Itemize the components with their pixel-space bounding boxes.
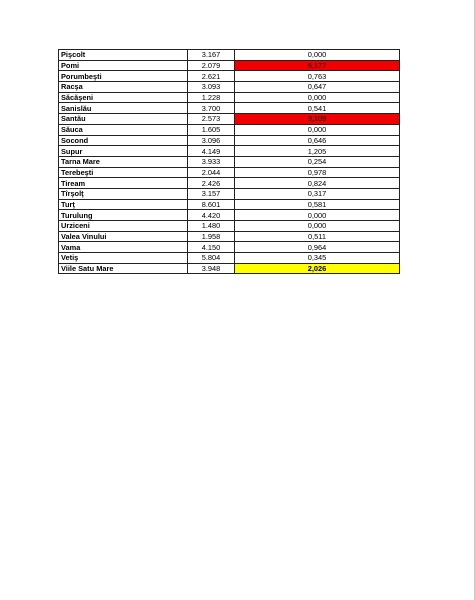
- population-cell: 3.157: [188, 188, 235, 199]
- rate-value-cell: 0,511: [235, 231, 400, 242]
- population-cell: 3.167: [188, 50, 235, 61]
- population-cell: 3.700: [188, 103, 235, 114]
- table-row: [59, 242, 400, 253]
- population-cell: 2.621: [188, 71, 235, 82]
- table-row: [59, 124, 400, 135]
- locality-name-cell: Săcăşeni: [59, 92, 188, 103]
- table-row: [59, 82, 400, 93]
- table-row: [59, 50, 400, 61]
- table-row: [59, 263, 400, 274]
- rate-value-cell: 1,205: [235, 146, 400, 157]
- locality-name-cell: Supur: [59, 146, 188, 157]
- locality-name-cell: Viile Satu Mare: [59, 263, 188, 274]
- table-row: [59, 178, 400, 189]
- rate-value-cell: 0,541: [235, 103, 400, 114]
- locality-name-cell: Socond: [59, 135, 188, 146]
- table-body: [59, 50, 400, 274]
- rate-value-cell: 0,763: [235, 71, 400, 82]
- locality-name-cell: Pişcolt: [59, 50, 188, 61]
- rate-value-cell: 0,000: [235, 50, 400, 61]
- table-row: [59, 167, 400, 178]
- locality-name-cell: Valea Vinului: [59, 231, 188, 242]
- table-row: [59, 92, 400, 103]
- table-row: [59, 114, 400, 125]
- population-cell: 2.573: [188, 114, 235, 125]
- table-row: [59, 188, 400, 199]
- table-row: [59, 210, 400, 221]
- locality-name-cell: Vetiş: [59, 253, 188, 264]
- population-cell: 1.228: [188, 92, 235, 103]
- population-cell: 1.480: [188, 221, 235, 232]
- locality-name-cell: Urziceni: [59, 221, 188, 232]
- rate-value-cell: 0,000: [235, 92, 400, 103]
- locality-name-cell: Porumbeşti: [59, 71, 188, 82]
- rate-value-cell: 0,647: [235, 82, 400, 93]
- population-cell: 2.426: [188, 178, 235, 189]
- population-cell: 3.933: [188, 156, 235, 167]
- rate-value-cell: 0,824: [235, 178, 400, 189]
- locality-name-cell: Racşa: [59, 82, 188, 93]
- rate-value-cell: 6,177: [235, 60, 400, 71]
- table-row: [59, 146, 400, 157]
- population-cell: 3.948: [188, 263, 235, 274]
- table-row: [59, 135, 400, 146]
- population-cell: 8.601: [188, 199, 235, 210]
- table-row: [59, 103, 400, 114]
- data-table: [58, 49, 400, 274]
- rate-value-cell: 0,964: [235, 242, 400, 253]
- population-cell: 4.420: [188, 210, 235, 221]
- locality-name-cell: Săuca: [59, 124, 188, 135]
- rate-value-cell: 0,254: [235, 156, 400, 167]
- locality-name-cell: Sanislău: [59, 103, 188, 114]
- table-row: [59, 253, 400, 264]
- locality-name-cell: Tîrşolţ: [59, 188, 188, 199]
- population-cell: 3.093: [188, 82, 235, 93]
- rate-value-cell: 0,000: [235, 221, 400, 232]
- rate-value-cell: 0,000: [235, 210, 400, 221]
- table-row: [59, 156, 400, 167]
- rate-value-cell: 0,978: [235, 167, 400, 178]
- table-row: [59, 231, 400, 242]
- rate-value-cell: 0,000: [235, 124, 400, 135]
- locality-name-cell: Tiream: [59, 178, 188, 189]
- locality-name-cell: Pomi: [59, 60, 188, 71]
- table-row: [59, 221, 400, 232]
- locality-name-cell: Turţ: [59, 199, 188, 210]
- rate-value-cell: 0,646: [235, 135, 400, 146]
- table-row: [59, 199, 400, 210]
- population-cell: 1.958: [188, 231, 235, 242]
- rate-value-cell: 2,026: [235, 263, 400, 274]
- locality-name-cell: Vama: [59, 242, 188, 253]
- rate-value-cell: 0,317: [235, 188, 400, 199]
- locality-name-cell: Santău: [59, 114, 188, 125]
- population-cell: 4.149: [188, 146, 235, 157]
- population-cell: 2.079: [188, 60, 235, 71]
- locality-name-cell: Terebeşti: [59, 167, 188, 178]
- population-cell: 4.150: [188, 242, 235, 253]
- rate-value-cell: 0,345: [235, 253, 400, 264]
- locality-name-cell: Turulung: [59, 210, 188, 221]
- table-row: [59, 71, 400, 82]
- table-row: [59, 60, 400, 71]
- locality-name-cell: Tarna Mare: [59, 156, 188, 167]
- population-cell: 1.605: [188, 124, 235, 135]
- rate-value-cell: 3,109: [235, 114, 400, 125]
- rate-value-cell: 0,581: [235, 199, 400, 210]
- population-cell: 2.044: [188, 167, 235, 178]
- population-cell: 3.096: [188, 135, 235, 146]
- population-cell: 5.804: [188, 253, 235, 264]
